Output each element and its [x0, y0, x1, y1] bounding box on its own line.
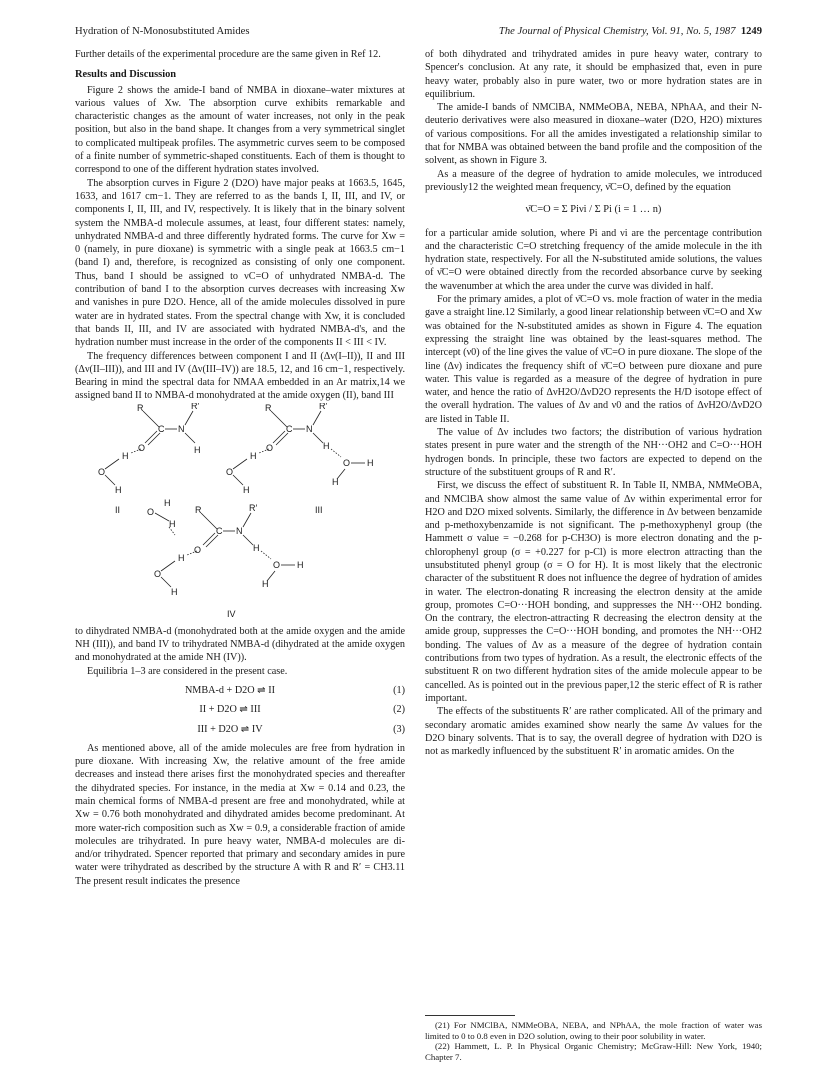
atom-label: R′: [191, 402, 200, 411]
paragraph-hydration-species: As mentioned above, all of the amide molecules are free from hydration in pure dioxane. With increasing Xw, the relative amount of the free amide decreases and instead there arises first the monohydrated species and thereafter the dihydrated species. For instance, in the media at Xw = 0.14 and 0.23, the main chemical forms of NMBA-d present are free and monohydrated, while at Xw = 0.76 both monohydrated and dihydrated amides become predominant. At more water-rich composition such as Xw = 0.9, a considerable fraction of amide molecules are trihydrated. In pure heavy water, NMBA-d molecules are di- and/or trihydrated. Spencer reported that primary and secondary amides in pure water were trihydrated as described by the structure A with R and R′ = CH3.11 The present result indicates the presence: [75, 742, 405, 887]
atom-label: O: [138, 442, 146, 453]
right-column: [425, 48, 762, 758]
atom-label: H: [115, 484, 122, 495]
footnote-divider: [425, 1015, 515, 1016]
atom-label: O: [98, 466, 106, 477]
atom-label: H: [367, 457, 374, 468]
paragraph-equilibria-intro: Equilibria 1–3 are considered in the present case.: [87, 665, 288, 677]
atom-label: H: [171, 586, 178, 597]
atom-label: O: [147, 506, 155, 517]
paragraph-delta-nu-factors: The value of Δν includes two factors; the distribution of various hydration states present in pure water and the strength of the NH···OH2 and C=O···HOH hydrogen bonds. In principle, these two factors are expected to depend on the structure of the substituent groups of R and R′.: [425, 427, 762, 478]
equation-2-number: (2): [393, 704, 405, 716]
paragraph-experimental-note: Further details of the experimental procedure are the same given in Ref 12.: [75, 49, 381, 60]
atom-label: H: [178, 552, 185, 563]
equation-2-body: II + D2O ⇌ III: [199, 704, 261, 716]
paragraph-weighted-mean-definition: for a particular amide solution, where Pi and νi are the percentage contribution and the characteristic C=O stretching frequency of the amide molecule in the ith hydration state, respectively. For all the N-substituted amide solutions, the values of ν̄C=O were obtained directly from the recorded absorbance curve by seeking the wavenumber at which the area under the curve was divided in half.: [425, 227, 762, 292]
equation-3-body: III + D2O ⇌ IV: [197, 723, 263, 735]
atom-label: N: [306, 423, 313, 434]
page-number: 1249: [740, 26, 762, 37]
paragraph-band-assignment: The absorption curves in Figure 2 (D2O) have major peaks at 1663.5, 1645, 1633, and 1617 cm−1. They are referred to as the bands I, II, III, and IV, or components I, II, III, and IV, respectively. It is likely that in the binary solvent system the NMBA-d molecule assumes, at least, four different states: namely, unhydrated NMBA-d and three differently hydrated forms. The curve for Xw = 0 (namely, in pure dioxane) is symmetric with a single peak at 1663.5 cm−1 (band I) and, therefore, is recognized as consisting of only one component. Thus, band I should be assigned to νC=O of unhydrated NMBA-d. The contribution of band I to the absorption curves decreases with increasing Xw and vanishes in pure D2O. Hence, all of the amide molecules dissolved in pure water are in hydrated states. From the spectral change with Xw, it is concluded that bands II, III, and IV are associated with hydrated NMBA-d's, and the hydration number must increase in the order of the components II < III < IV.: [75, 177, 405, 349]
atom-label: O: [343, 457, 351, 468]
footnote-22: (22) Hammett, L. P. In Physical Organic Chemistry; McGraw-Hill: New York, 1940; Chapter 7.: [425, 1041, 762, 1062]
structure-label-IV: IV: [227, 608, 236, 619]
atom-label: H: [250, 450, 257, 461]
paragraph-substituent-r: First, we discuss the effect of substituent R. In Table II, NMBA, NMMeOBA, and NMClBA show almost the same value of Δν within experimental error for H2O and D2O mixed solvents. Similarly, the difference in Δν between benzamide and p-methoxybenzamide is not significant. The p-methoxyphenyl group (the Hammett σ value = −0.268 for p-CH3O) is more electron donating and the p-chlorophenyl group (σ = +0.227 for p-Cl) is more electron attracting than the unsubstituted phenyl group (σ = O for H). It is most likely that the electronic character of the substituent R does not influence the degree of hydration of amides in water. The electron-donating R increasing the electron density at the amide group, promotes C=O···HOH bonding, and suppresses the NH···OH2 bonding. On the contrary, the electron-attracting R decreasing the electron density at the amide group, suppresses the C=O···HOH bonding, and promotes the NH···OH2 bonding. The values of Δν as a measure of the degree of hydration contain contributions from two types of hydration. As a result, the electronic effects of the substituent R on two different hydration sites of the amide molecule appear to be cancelled. As is pointed out in the previous paper,12 the steric effect of R is rather important.: [425, 480, 762, 704]
footnote-21: (21) For NMClBA, NMMeOBA, NEBA, and NPhAA, the mole fraction of water was limited to 0 to 0.8 even in D2O solution, owing to their poor solubility in water.: [425, 1020, 762, 1041]
structure-diagram: [75, 403, 405, 625]
equation-1-body: NMBA-d + D2O ⇌ II: [184, 684, 276, 696]
atom-label: H: [262, 578, 269, 589]
atom-label: R′: [319, 402, 328, 411]
atom-label: H: [323, 440, 330, 451]
atom-label: H: [169, 518, 176, 529]
atom-label: H: [253, 542, 260, 553]
atom-label: H: [194, 444, 201, 455]
left-column: [75, 48, 405, 888]
paragraph-substituent-r-prime: The effects of the substituents R′ are rather complicated. All of the primary and secondary aromatic amides examined show nearly the same Δν values for the D2O binary solvents. That is to say, the overall degree of hydration with D2O is not as markedly influenced by the substituent R′ in aromatic amides. On the: [425, 706, 762, 758]
atom-label: O: [266, 442, 274, 453]
atom-label: C: [286, 423, 293, 434]
running-header-title: Hydration of N-Monosubstituted Amides: [75, 26, 250, 37]
atom-label: O: [194, 544, 202, 555]
atom-label: C: [216, 525, 223, 536]
weighted-mean-equation: ν̄C=O = Σ Piνi / Σ Pi (i = 1 … n): [525, 204, 662, 216]
paragraph-dihydrated-trihydrated: of both dihydrated and trihydrated amides in pure heavy water, contrary to Spencer's conclusion. At any rate, it should be emphasized that, even in pure heavy water, probably also in pure water, two or more hydration states are in equilibrium.: [425, 49, 762, 100]
equation-2: [75, 703, 405, 716]
atom-label: R′: [249, 502, 258, 513]
equation-3-number: (3): [393, 723, 405, 735]
equation-3: [75, 723, 405, 736]
structure-label-II: II: [115, 504, 121, 515]
atom-label: R: [137, 402, 144, 413]
paragraph-frequency-differences: The frequency differences between component I and II (Δν(I–II)), II and III (Δν(II–III)), and III and IV (Δν(III–IV)) are 18.5, 12, and 16 cm−1, respectively. Bearing in mind the spectral data for NMAA embedded in an Ar matrix,14 we assigned band II to NMBA-d monohydrated at the amide oxygen (II), band III: [75, 350, 405, 402]
atom-label: H: [297, 559, 304, 570]
hydration-structures-figure: [75, 403, 405, 625]
atom-label: O: [273, 559, 281, 570]
atom-label: O: [226, 466, 234, 477]
paragraph-weighted-mean-intro: As a measure of the degree of hydration to amide molecules, we introduced previously12 the weighted mean frequency, ν̄C=O, defined by the equation: [425, 168, 762, 193]
atom-label: R: [195, 504, 202, 515]
atom-label: H: [332, 476, 339, 487]
paragraph-other-amides: The amide-I bands of NMClBA, NMMeOBA, NEBA, NPhAA, and their N-deuterio derivatives were also measured in dioxane–water (D2O, H2O) mixtures of various compositions. For all the amides investigated a relationship similar to that for NMBA was obtained between the band profile and the composition of the solvent, as shown in Figure 3.: [425, 102, 762, 167]
running-header-journal: [499, 26, 762, 37]
section-heading-results: Results and Discussion: [75, 69, 177, 81]
paragraph-band-assignment-continued: to dihydrated NMBA-d (monohydrated both at the amide oxygen and the amide NH (III)), and band IV to trihydrated NMBA-d (dihydrated at the amide oxygen and monohydrated at the amide NH (IV)).: [75, 625, 405, 664]
atom-label: H: [164, 497, 171, 508]
paragraph-linear-relationship: For the primary amides, a plot of ν̄C=O vs. mole fraction of water in the media gave a straight line.12 Similarly, a good linear relationship between ν̄C=O and Xw was obtained for the N-substituted amides as shown in Figure 4. The equation expressing the straight line was obtained by the least-squares method. The intercept (ν0) of the line gives the value of ν̄C=O in pure dioxane. The slope of the line (Δν) indicates the frequency shift of ν̄C=O between pure dioxane and pure water. This value is regarded as a measure of the degree of hydration in pure water, and hence the ratio of ΔνH2O/ΔνD2O represents the H/D isotope effect of the overall hydration. The values of Δν and ν0 and the ratios of ΔνH2O/ΔνD2O are listed in Table II.: [425, 294, 762, 425]
atom-label: C: [158, 423, 165, 434]
paragraph-figure2: Figure 2 shows the amide-I band of NMBA in dioxane–water mixtures at various values of Xw. The absorption curve exhibits remarkable and characteristic changes as the amount of water increases, not only in the peak position, but also in the band shape. It changes from a very symmetrical singlet to complicated multipeak profiles. The asymmetric curves seem to be composed of a finite number of symmetric-shaped constituents. Each of them is thought to correspond to one of the different hydration states involved.: [75, 84, 405, 176]
atom-label: H: [243, 484, 250, 495]
atom-label: H: [122, 450, 129, 461]
equation-1-number: (1): [393, 684, 405, 696]
journal-citation: The Journal of Physical Chemistry, Vol. 91, No. 5, 1987: [498, 26, 736, 37]
atom-label: O: [154, 568, 162, 579]
footnotes: [425, 1020, 762, 1062]
atom-label: R: [265, 402, 272, 413]
equation-1: [75, 684, 405, 697]
structure-label-III: III: [315, 504, 323, 515]
atom-label: N: [178, 423, 185, 434]
atom-label: N: [236, 525, 243, 536]
